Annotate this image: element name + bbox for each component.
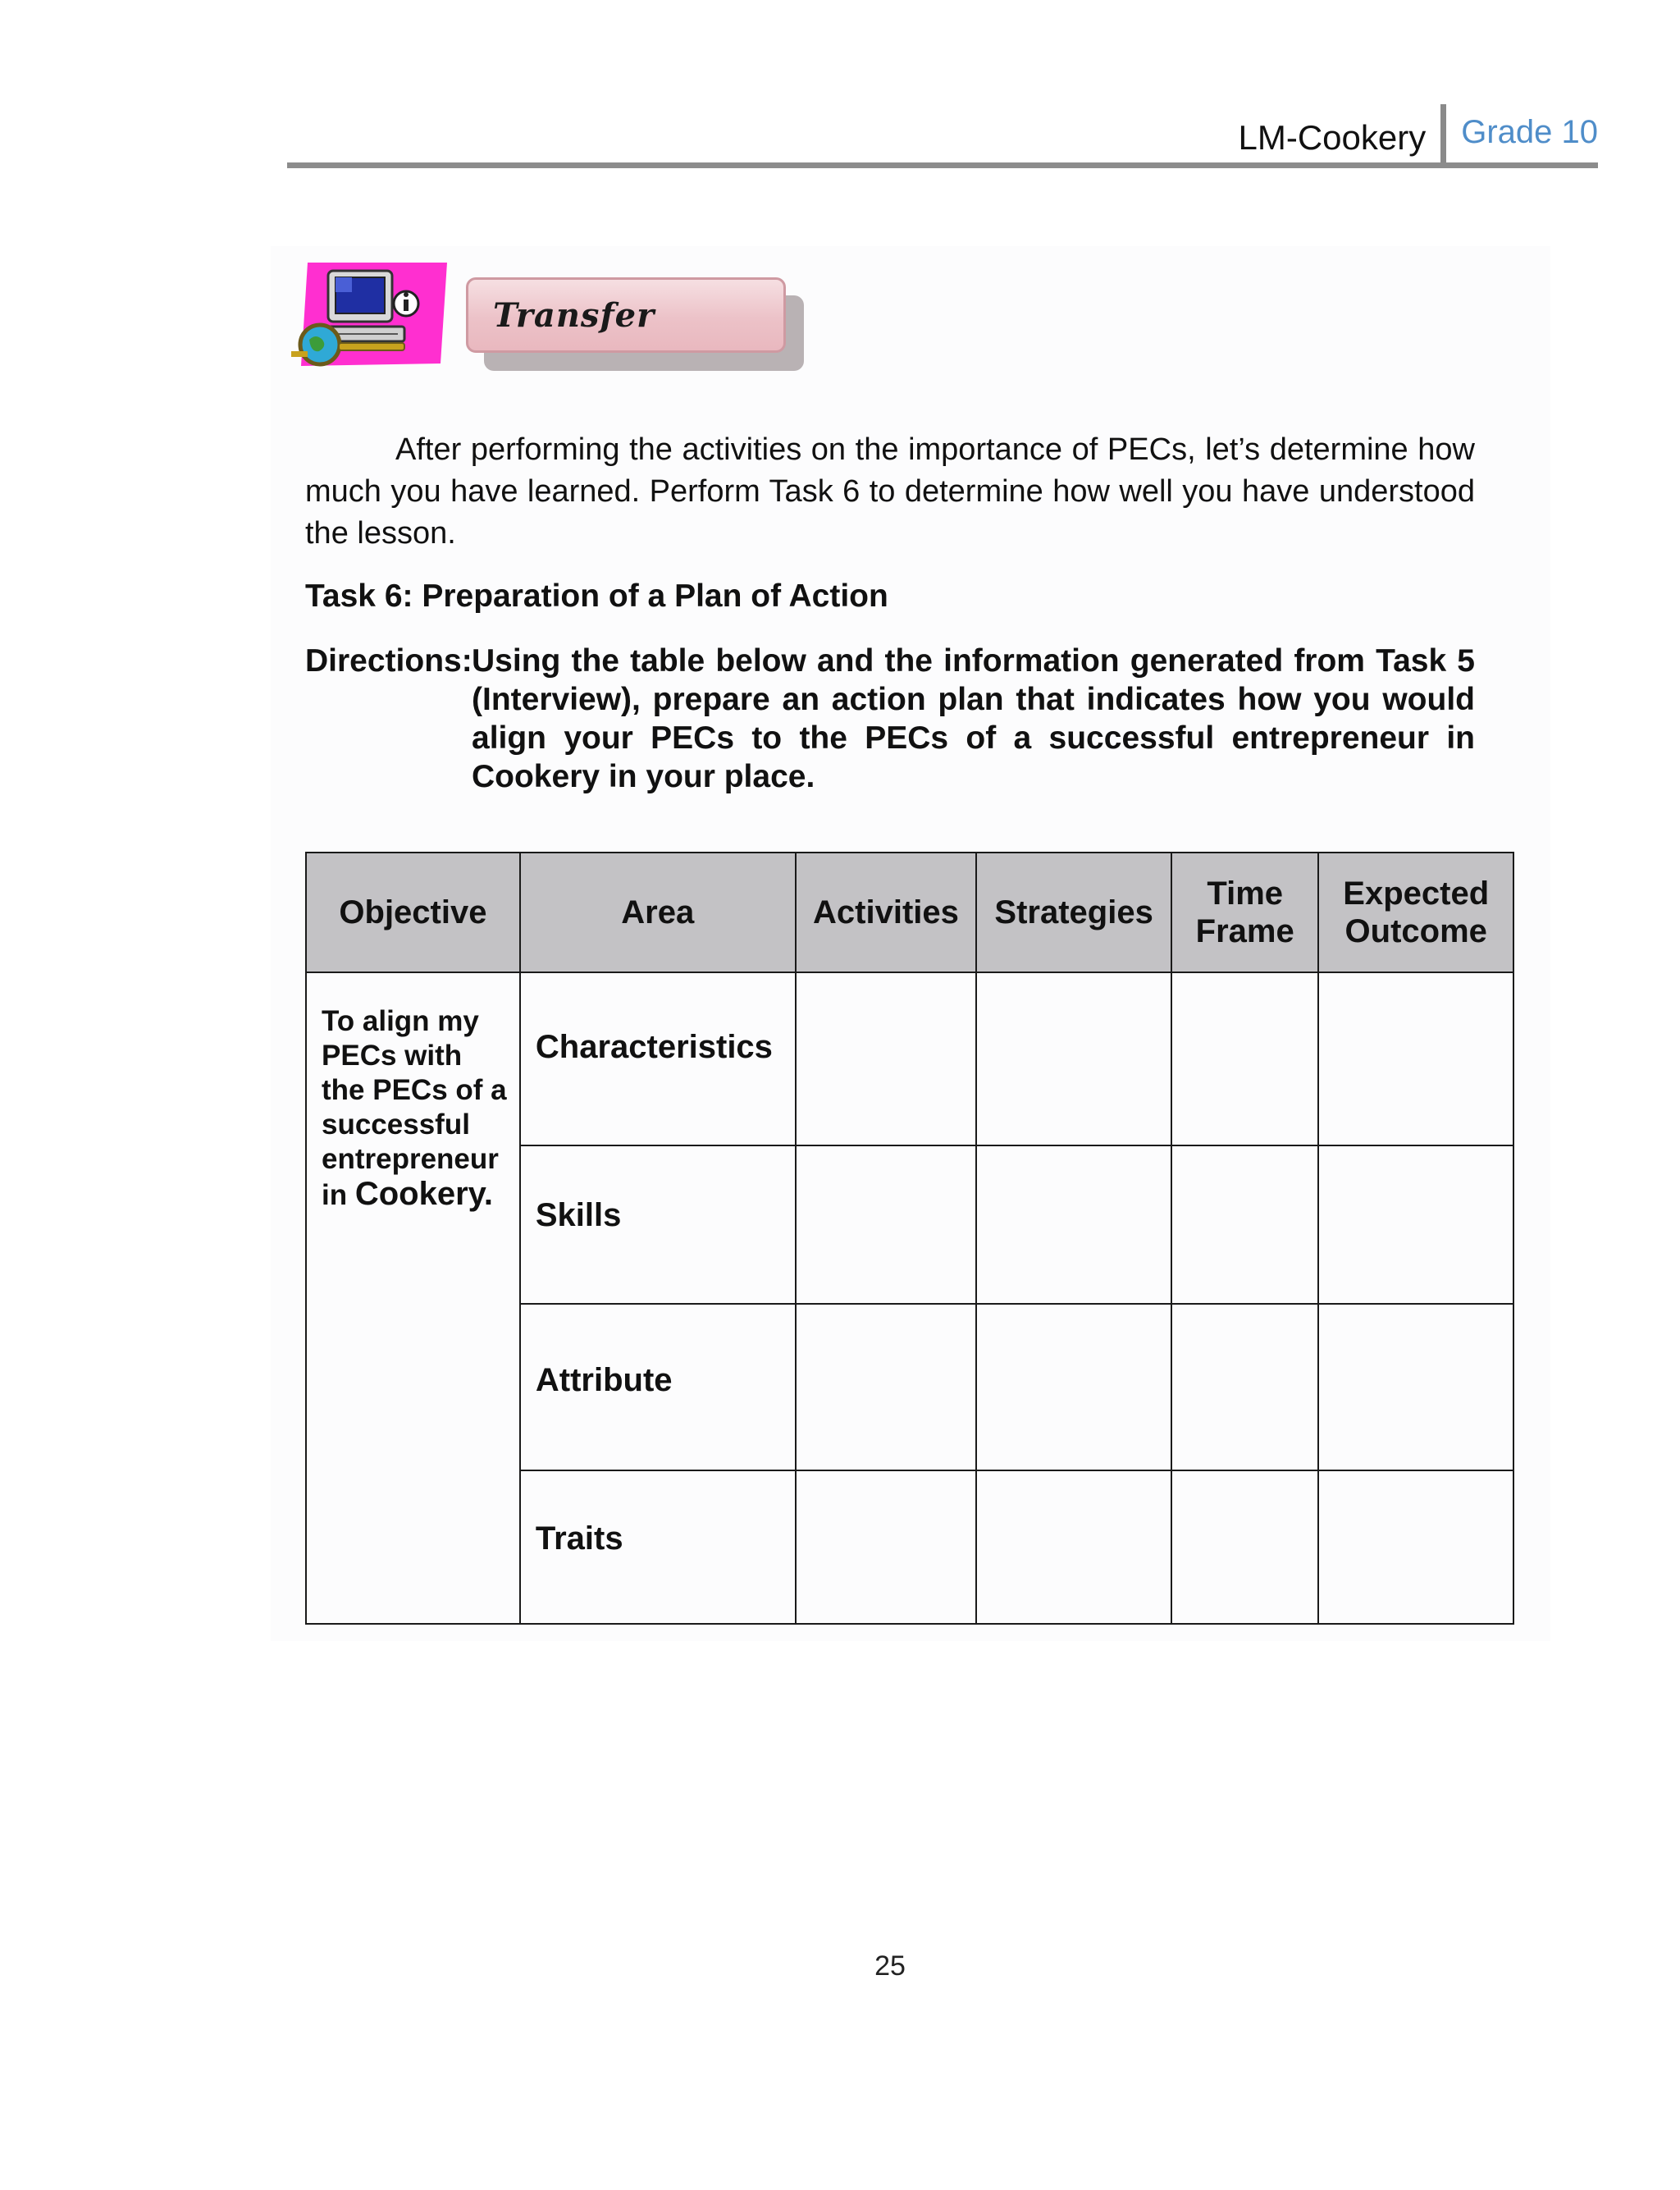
time-frame-cell[interactable]: [1171, 1304, 1319, 1470]
subject-label: LM-Cookery: [1238, 104, 1446, 167]
objective-cell: [306, 972, 520, 1624]
header-activities: Activities: [796, 853, 977, 972]
header-expected-outcome: Expected Outcome: [1318, 853, 1513, 972]
strategies-cell[interactable]: [976, 1145, 1171, 1304]
header-area: Area: [520, 853, 796, 972]
strategies-cell[interactable]: [976, 1304, 1171, 1470]
task-title: Task 6: Preparation of a Plan of Action: [305, 578, 888, 614]
objective-emphasis: Cookery.: [354, 1176, 494, 1212]
directions-body: Using the table below and the information generated from Task 5 (Interview), prepare an action plan that indicates how you would align your PECs to the PECs of a successful entrepreneur in Cookery in your place.: [472, 643, 1475, 794]
banner-label: Transfer: [493, 295, 655, 335]
computer-with-magnifier-icon: [283, 261, 447, 368]
running-header: [1238, 103, 1598, 167]
header-rule: [287, 162, 1598, 168]
activities-cell[interactable]: [796, 1470, 977, 1624]
expected-outcome-cell[interactable]: [1318, 1304, 1513, 1470]
header-objective: Objective: [306, 853, 520, 972]
table-row: [306, 972, 1513, 1145]
directions-label: Directions:: [305, 643, 472, 679]
intro-paragraph: After performing the activities on the importance of PECs, let’s determine how much you have learned. Perform Task 6 to determine how well you have understood the lesson.: [305, 432, 1475, 551]
strategies-cell[interactable]: [976, 1470, 1171, 1624]
table-header-row: [306, 853, 1513, 972]
activities-cell[interactable]: [796, 972, 977, 1145]
area-attribute: Attribute: [520, 1304, 796, 1470]
strategies-cell[interactable]: [976, 972, 1171, 1145]
expected-outcome-cell[interactable]: [1318, 1470, 1513, 1624]
area-skills: Skills: [520, 1145, 796, 1304]
area-characteristics: Characteristics: [520, 972, 796, 1145]
objective-text: To align my PECs with the PECs of a successful entrepreneur in: [322, 1005, 507, 1211]
area-traits: Traits: [520, 1470, 796, 1624]
transfer-banner: [466, 277, 786, 353]
activities-cell[interactable]: [796, 1304, 977, 1470]
header-strategies: Strategies: [976, 853, 1171, 972]
expected-outcome-cell[interactable]: [1318, 1145, 1513, 1304]
expected-outcome-cell[interactable]: [1318, 972, 1513, 1145]
directions: [305, 642, 1475, 796]
time-frame-cell[interactable]: [1171, 1145, 1319, 1304]
action-plan-table: [305, 852, 1514, 1625]
grade-label: Grade 10: [1461, 114, 1598, 150]
header-time-frame: Time Frame: [1171, 853, 1319, 972]
activities-cell[interactable]: [796, 1145, 977, 1304]
directions-text: [472, 642, 1475, 796]
time-frame-cell[interactable]: [1171, 972, 1319, 1145]
time-frame-cell[interactable]: [1171, 1470, 1319, 1624]
page-number: 25: [874, 1950, 906, 1982]
